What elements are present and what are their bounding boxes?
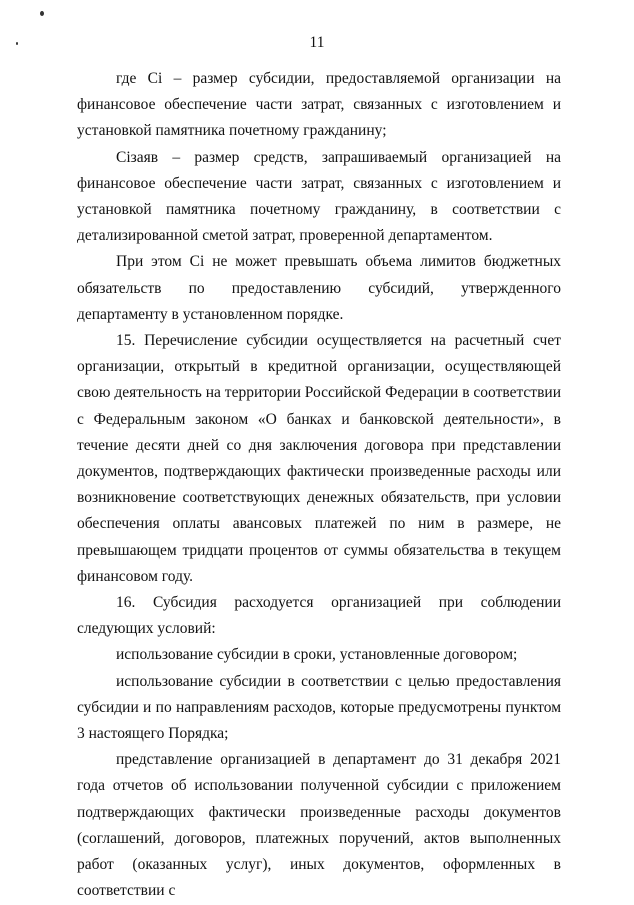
paragraph-cizayav-definition: Сiзаяв – размер средств, запрашиваемый организацией на финансовое обеспечение части затрат, связанных с изготовлением и установкой памятника почетному гражданину, в соответствии с детализированной сметой затрат, проверенной департаментом. (77, 148, 561, 245)
page-number: 11 (309, 34, 325, 51)
paragraph-clause-15: 15. Перечисление субсидии осуществляется на расчетный счет организации, открытый в кредитной организации, осуществляющей свою деятельность на территории Российской Федерации в соответствии с Федеральным законом «О банках и банковской деятельности», в течение десяти дней со дня заключения договора при представлении документов, подтверждающих фактически произведенные расходы или возникновение соответствующих денежных обязательств, при условии обеспечения оплаты авансовых платежей по ним в размере, не превышающем тридцати процентов от суммы обязательства в текущем финансовом году. (77, 332, 561, 585)
paragraph-ci-definition: где Сi – размер субсидии, предоставляемой организации на финансовое обеспечение части затрат, связанных с изготовлением и установкой памятника почетному гражданину; (77, 70, 561, 140)
paragraph-clause-16: 16. Субсидия расходуется организацией при соблюдении следующих условий: (77, 594, 561, 638)
condition-item-purpose: использование субсидии в соответствии с целью предоставления субсидии и по направлениям расходов, которые предусмотрены пунктом 3 настоящего Порядка; (77, 672, 561, 743)
condition-item-terms: использование субсидии в сроки, установленные договором; (116, 646, 518, 664)
condition-item-reports: представление организацией в департамент до 31 декабря 2021 года отчетов об использовании полученной субсидии с приложением подтверждающих фактически произведенные расходы документов (соглашений, договоров, платежных поручений, актов выполненных работ (оказанных услуг), иных документов, оформленных в соответствии с (77, 751, 561, 900)
paragraph-limit-note: При этом Сi не может превышать объема лимитов бюджетных обязательств по предоставлению субсидий, утвержденного департаменту в установленном порядке. (77, 253, 561, 323)
document-body (77, 66, 561, 905)
scan-speck (40, 11, 44, 16)
